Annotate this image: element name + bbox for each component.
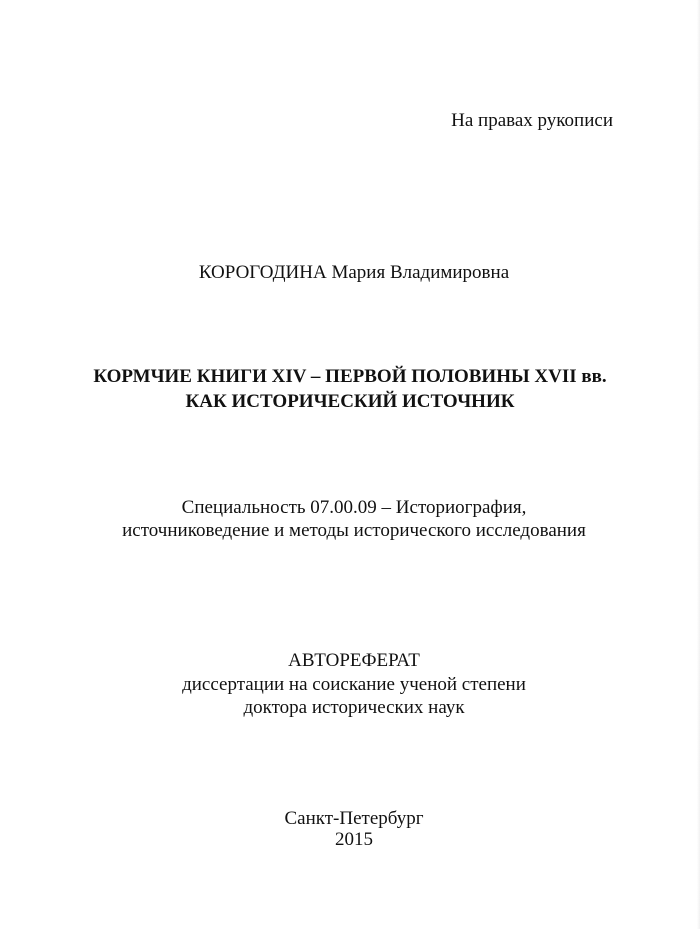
abstract-line-2: диссертации на соискание ученой степени [182, 674, 526, 695]
title-line-2: КАК ИСТОРИЧЕСКИЙ ИСТОЧНИК [185, 391, 515, 412]
author-name: КОРОГОДИНА Мария Владимировна [198, 262, 510, 283]
title-line-1: КОРМЧИЕ КНИГИ XIV – ПЕРВОЙ ПОЛОВИНЫ XVII вв. [93, 366, 607, 387]
abstract-line-3: доктора исторических наук [243, 697, 465, 718]
city: Санкт-Петербург [284, 808, 424, 829]
rights-notice: На правах рукописи [451, 110, 613, 131]
year: 2015 [335, 829, 373, 850]
specialty-line-1: Специальность 07.00.09 – Историография, [181, 497, 527, 518]
specialty-line-2: источниковедение и методы исторического исследования [122, 520, 586, 541]
abstract-heading: АВТОРЕФЕРАТ [288, 650, 420, 671]
